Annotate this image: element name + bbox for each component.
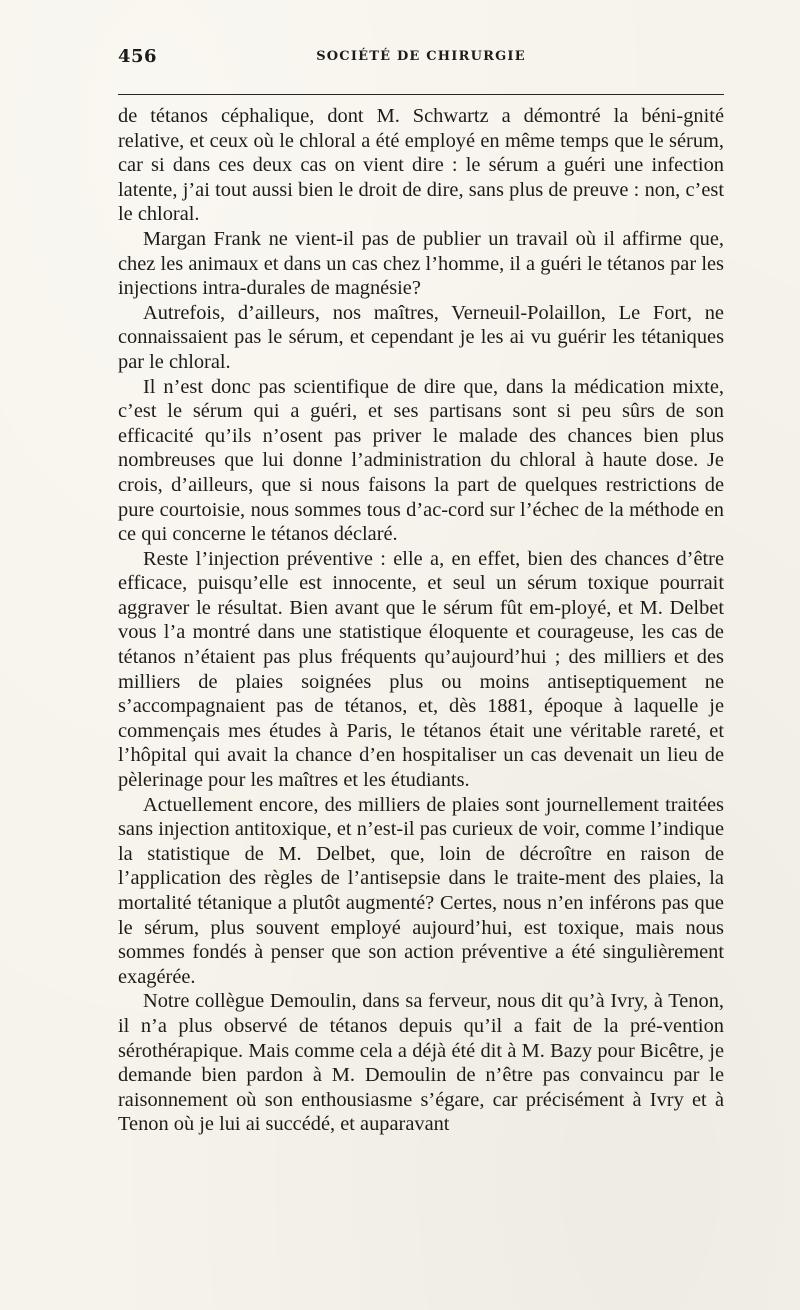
header-rule — [118, 94, 724, 95]
paragraph-3: Autrefois, d’ailleurs, nos maîtres, Verneuil-Polaillon, Le Fort, ne connaissaient pas le sérum, et cependant je les ai vu guérir les tétaniques par le chloral. — [118, 301, 724, 373]
paragraph-5: Reste l’injection préventive : elle a, en effet, bien des chances d’être efficace, puisqu’elle est innocente, et seul un sérum toxique pourrait aggraver le résultat. Bien avant que le sérum fût em-ployé, et M. Delbet vous l’a montré dans une statistique éloquente et courageuse, les cas de tétanos n’étaient pas plus fréquents qu’aujourd’hui ; des milliers et des milliers de plaies soignées plus ou moins antiseptiquement ne s’accompagnaient pas de tétanos, et, dès 1881, époque à laquelle je commençais mes études à Paris, le tétanos était une véritable rareté, et l’hôpital qui avait la chance d’en hospitaliser un cas devenait un lieu de pèlerinage pour les maîtres et les étudiants. — [118, 547, 724, 792]
page-header — [118, 46, 724, 76]
page-number: 456 — [118, 46, 158, 67]
paragraph-2: Margan Frank ne vient-il pas de publier un travail où il affirme que, chez les animaux et dans un cas chez l’homme, il a guéri le tétanos par les injections intra-durales de magnésie? — [118, 227, 724, 300]
paragraph-6: Actuellement encore, des milliers de plaies sont journellement traitées sans injection antitoxique, et n’est-il pas curieux de voir, comme l’indique la statistique de M. Delbet, que, loin de décroître en raison de l’application des règles de l’antisepsie dans le traite-ment des plaies, la mortalité tétanique a plutôt augmenté? Certes, nous n’en inférons pas que le sérum, plus souvent employé aujourd’hui, est toxique, mais nous sommes fondés à penser que son action préventive a été singulièrement exagérée. — [118, 793, 724, 988]
body-text — [118, 104, 724, 1137]
paragraph-1: de tétanos céphalique, dont M. Schwartz a démontré la béni-gnité relative, et ceux où le chloral a été employé en même temps que le sérum, car si dans ces deux cas on vient dire : le sérum a guéri une infection latente, j’ai tout aussi bien le droit de dire, sans plus de preuve : non, c’est le chloral. — [118, 105, 724, 226]
running-head: SOCIÉTÉ DE CHIRURGIE — [316, 49, 526, 64]
paragraph-7: Notre collègue Demoulin, dans sa ferveur, nous dit qu’à Ivry, à Tenon, il n’a plus observé de tétanos depuis qu’il a fait de la pré-vention sérothérapique. Mais comme cela a déjà été dit à M. Bazy pour Bicêtre, je demande bien pardon à M. Demoulin de n’être pas convaincu par le raisonnement où son enthousiasme s’égare, car précisément à Ivry et à Tenon où je lui ai succédé, et auparavant — [118, 990, 724, 1136]
paragraph-4: Il n’est donc pas scientifique de dire que, dans la médication mixte, c’est le sérum qui a guéri, et ses partisans sont si peu sûrs de son efficacité qu’ils n’osent pas priver le malade des chances bien plus nombreuses que lui donne l’administration du chloral à haute dose. Je crois, d’ailleurs, que si nous faisons la part de quelques restrictions de pure courtoisie, nous sommes tous d’ac-cord sur l’échec de la méthode en ce qui concerne le tétanos déclaré. — [118, 375, 724, 546]
